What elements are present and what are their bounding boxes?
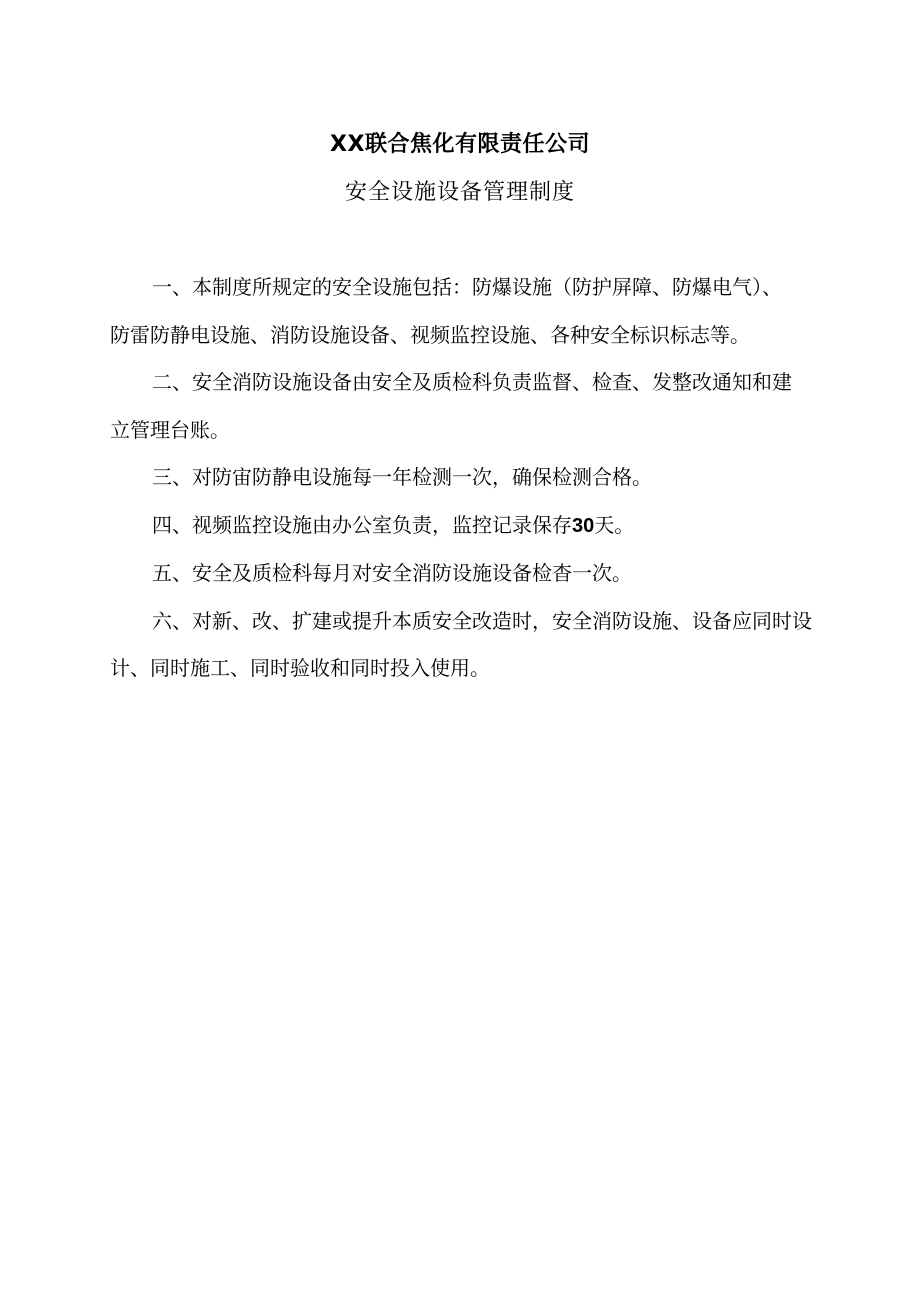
document-body [110,264,820,693]
paragraph-line: 防雷防静电设施、消防设施设备、视频监控设施、各种安全标识标志等。 [110,322,750,347]
company-title: XX联合焦化有限责任公司 [330,132,590,157]
paragraph-line: 一、本制度所规定的安全设施包括：防爆设施（防护屏障、防爆电气）、 [152,275,782,299]
paragraph-line: 六、对新、改、扩建或提升本质安全改造时，安全消防设施、设备应同时设 [152,608,812,633]
paragraph-6 [110,598,820,693]
paragraph-line: 立管理台账。 [110,417,230,442]
paragraph-text: 四、视频监控设施由办公室负责，监控记录保存 [152,512,572,537]
paragraph-4 [110,502,820,551]
paragraph-2 [110,359,820,454]
paragraph-1 [110,264,820,359]
document-header [0,121,920,217]
document-title: 安全设施设备管理制度 [344,180,575,205]
paragraph-line: 二、安全消防设施设备由安全及质检科负责监督、检查、发整改通知和建 [152,370,792,394]
paragraph-line: 计、同时施工、同时验收和同时投入使用。 [110,656,490,680]
paragraph-line: 三、对防宙防静电设施每一年检测一次，确保检测合格。 [152,465,652,489]
paragraph-line: 五、安全及质检科每月对安全消防设施设备检杳一次。 [152,561,632,585]
paragraph-3 [110,454,820,502]
paragraph-text: 天。 [594,512,635,537]
retention-days-number: 30 [572,514,595,537]
paragraph-line [110,502,820,551]
paragraph-5 [110,550,820,598]
